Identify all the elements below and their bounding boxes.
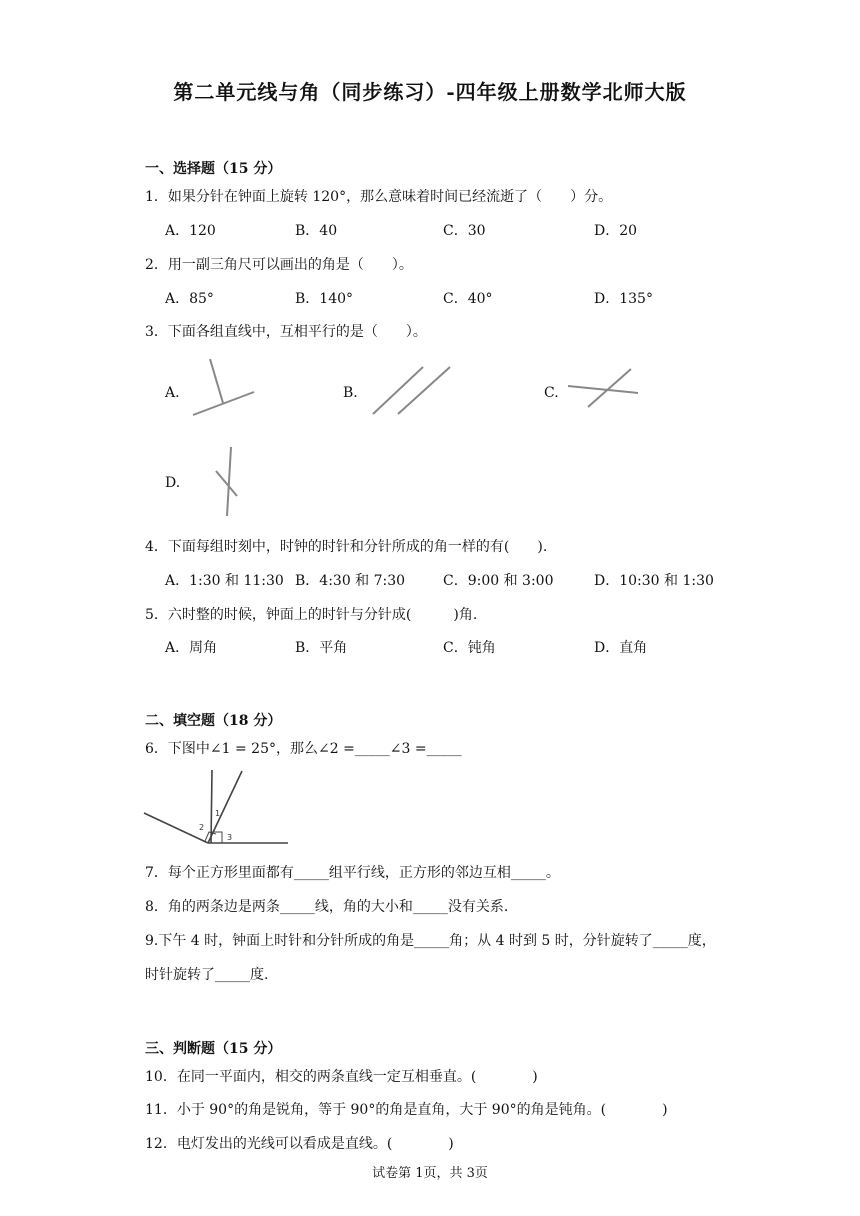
q1-option-a: A．120 — [165, 223, 216, 239]
question-11: 11．小于 90°的角是锐角，等于 90°的角是直角，大于 90°的角是钝角。( ) — [145, 1102, 668, 1118]
question-2: 2．用一副三角尺可以画出的角是（ ）。 — [145, 257, 413, 273]
section-heading-judge: 三、判断题（15 分） — [145, 1041, 282, 1057]
angle-label-2: 2 — [199, 823, 205, 832]
question-9: 9.下午 4 时，钟面上时针和分针所成的角是_____角；从 4 时到 5 时，分针旋转了_____度， — [145, 933, 716, 949]
section-heading-fill: 二、填空题（18 分） — [145, 713, 282, 729]
question-9-continued: 时针旋转了_____度. — [145, 967, 269, 983]
q5-option-a: A．周角 — [165, 640, 218, 656]
q4-option-d: D．10:30 和 1:30 — [594, 573, 714, 589]
q4-option-b: B．4:30 和 7:30 — [295, 573, 406, 589]
angle-label-3: 3 — [227, 833, 233, 842]
q3-option-a: A. — [165, 385, 180, 401]
question-10: 10．在同一平面内，相交的两条直线一定互相垂直。( ) — [145, 1069, 538, 1085]
q3-figure-d — [210, 444, 250, 519]
question-8: 8．角的两条边是两条_____线，角的大小和_____没有关系. — [145, 899, 509, 915]
q2-option-b: B．140° — [295, 291, 354, 307]
page-title: 第二单元线与角（同步练习）-四年级上册数学北师大版 — [173, 80, 687, 104]
page-footer: 试卷第 1页，共 3页 — [372, 1166, 488, 1181]
question-1: 1．如果分针在钟面上旋转 120°，那么意味着时间已经流逝了（ ）分。 — [145, 189, 613, 205]
q5-option-c: C．钝角 — [443, 640, 496, 656]
angle-figure — [143, 768, 293, 850]
q2-option-d: D．135° — [594, 291, 653, 307]
question-12: 12．电灯发出的光线可以看成是直线。( ) — [145, 1136, 454, 1152]
q2-option-a: A．85° — [165, 291, 214, 307]
section-heading-choice: 一、选择题（15 分） — [145, 161, 282, 177]
q2-option-c: C．40° — [443, 291, 493, 307]
angle-label-1: 1 — [215, 809, 221, 818]
q3-figure-c — [565, 364, 645, 409]
q3-option-b: B. — [343, 385, 358, 401]
q3-option-c: C. — [544, 385, 559, 401]
question-6: 6．下图中∠1 = 25°，那么∠2 =_____∠3 =_____ — [145, 741, 462, 757]
q3-figure-a — [190, 355, 260, 425]
q3-option-d: D. — [165, 475, 181, 491]
question-7: 7．每个正方形里面都有_____组平行线，正方形的邻边互相_____。 — [145, 865, 560, 881]
q5-option-b: B．平角 — [295, 640, 348, 656]
q3-figure-b — [370, 364, 455, 419]
question-3: 3．下面各组直线中，互相平行的是（ ）。 — [145, 324, 427, 340]
q1-option-d: D．20 — [594, 223, 638, 239]
q1-option-b: B．40 — [295, 223, 338, 239]
q4-option-a: A．1:30 和 11:30 — [165, 573, 284, 589]
q4-option-c: C．9:00 和 3:00 — [443, 573, 554, 589]
question-4: 4．下面每组时刻中，时钟的时针和分针所成的角一样的有( ). — [145, 539, 548, 555]
q1-option-c: C．30 — [443, 223, 486, 239]
q5-option-d: D．直角 — [594, 640, 648, 656]
question-5: 5．六时整的时候，钟面上的时针与分针成( )角. — [145, 607, 478, 623]
